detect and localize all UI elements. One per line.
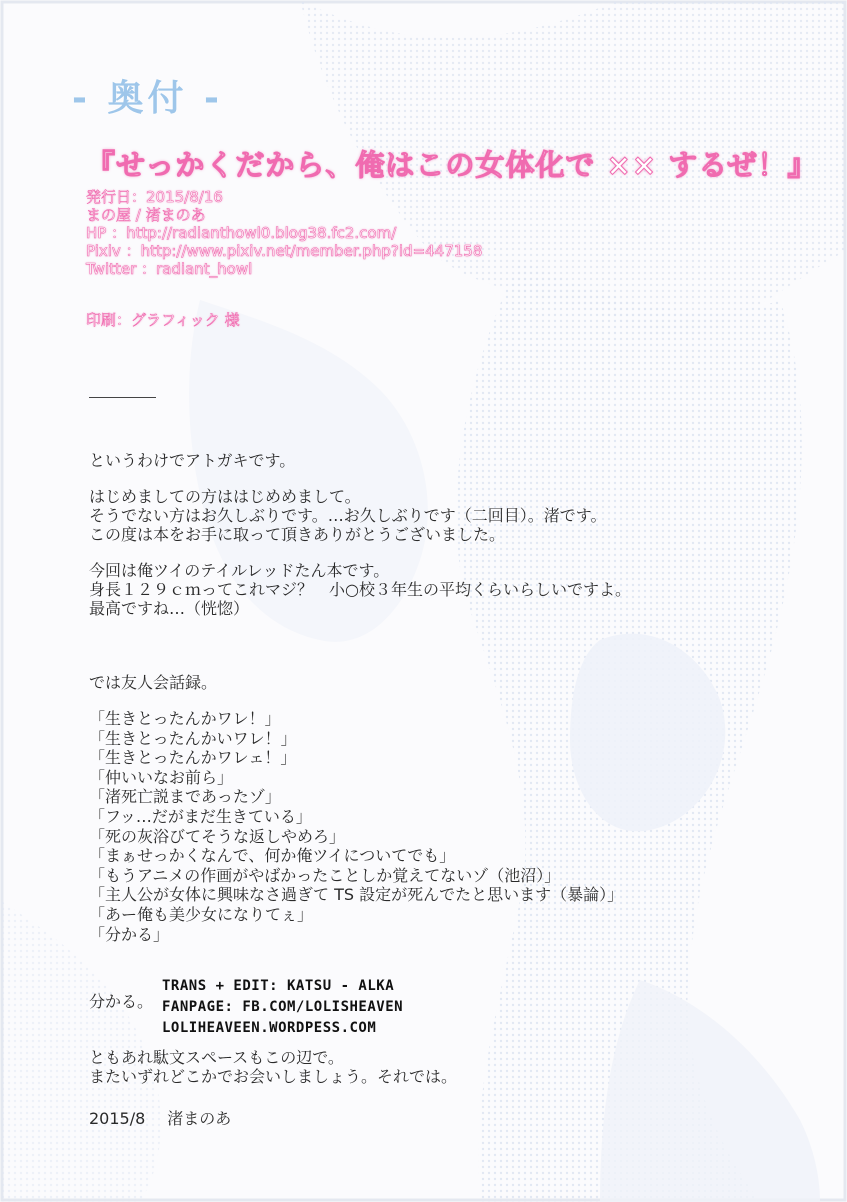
book-title: 『せっかくだから、俺はこの女体化で ×× するぜ！』 (86, 148, 818, 182)
afterword (89, 451, 631, 944)
quote-line: 「生きとったんかワレ！」 (89, 709, 281, 728)
printer-credit: 印刷：グラフィック 様 (86, 311, 240, 329)
credit-translator: TRANS + EDIT: KATSU - ALKA (162, 978, 395, 994)
afterword-line: はじめましての方ははじめめまして。 (89, 487, 361, 506)
twitter-handle: Twitter ：radiant_howl (86, 260, 253, 278)
afterword-line: 今回は俺ツイのテイルレッドたん本です。 (89, 561, 390, 580)
quote-line: 「生きとったんかワレェ！」 (89, 748, 297, 768)
afterword-line: 身長１２９ｃｍってこれマジ？ 小○校３年生の平均くらいらしいですよ。 (89, 580, 631, 599)
afterword-line: そうでない方はお久しぶりです。…お久しぶりです（二回目）。渚です。 (89, 506, 607, 525)
quote-line: 「分かる」 (89, 924, 170, 944)
scanlation-credits (162, 976, 403, 1039)
signature-date: 2015/8 (89, 1109, 146, 1128)
afterword-paragraph-1 (89, 487, 631, 544)
wakaru-text: 分かる。 (89, 992, 154, 1011)
quote-line: 「生きとったんかいワレ！」 (89, 728, 297, 748)
afterword-paragraph-2 (89, 561, 631, 618)
circle-name: まの屋 / 渚まのあ (86, 206, 206, 224)
closing-line: ともあれ駄文スペースもこの辺で。 (89, 1048, 344, 1067)
conversation-quotes (89, 709, 631, 944)
quote-line: 「渚死亡説まであったゾ」 (89, 787, 281, 807)
credit-website: LOLIHEAVEEN.WORDPESS.COM (162, 1020, 377, 1036)
signature-name: 渚まのあ (167, 1109, 232, 1128)
publication-info (86, 188, 482, 278)
friend-conversation-intro: では友人会話録。 (89, 673, 218, 692)
quote-line: 「もうアニメの作画がやばかったことしか覚えてないゾ（池沼）」 (89, 865, 561, 885)
closing-line: またいずれどこかでお会いしましょう。それでは。 (89, 1067, 458, 1086)
pixiv-url: Pixiv ：http://www.pixiv.net/member.php?id=447158 (86, 242, 483, 260)
credit-fanpage: FANPAGE: FB.COM/LOLISHEAVEN (162, 999, 404, 1015)
publication-date: 発行日：2015/8/16 (86, 188, 223, 206)
quote-line: 「仲いいなお前ら」 (89, 767, 234, 787)
afterword-line: この度は本をお手に取って頂きありがとうございました。 (89, 525, 506, 544)
homepage-url: HP ：http://radianthowl0.blog38.fc2.com/ (86, 224, 397, 242)
closing-text (89, 1048, 457, 1086)
signature (89, 1106, 253, 1129)
quote-line: 「あー俺も美少女になりてぇ」 (89, 904, 314, 924)
quote-line: 「主人公が女体に興味なさ過ぎて TS 設定が死んでたと思います（暴論）」 (89, 885, 624, 905)
quote-line: 「死の灰浴びてそうな返しやめろ」 (89, 826, 346, 846)
divider (89, 397, 156, 398)
quote-line: 「まぁせっかくなんで、何か俺ツイについてでも」 (89, 846, 456, 866)
afterword-intro: というわけでアトガキです。 (89, 451, 296, 470)
okuzuke-heading: - 奥付 - (72, 78, 223, 119)
quote-line: 「フッ…だがまだ生きている」 (89, 806, 312, 826)
afterword-line: 最高ですね…（恍惚） (89, 599, 250, 618)
